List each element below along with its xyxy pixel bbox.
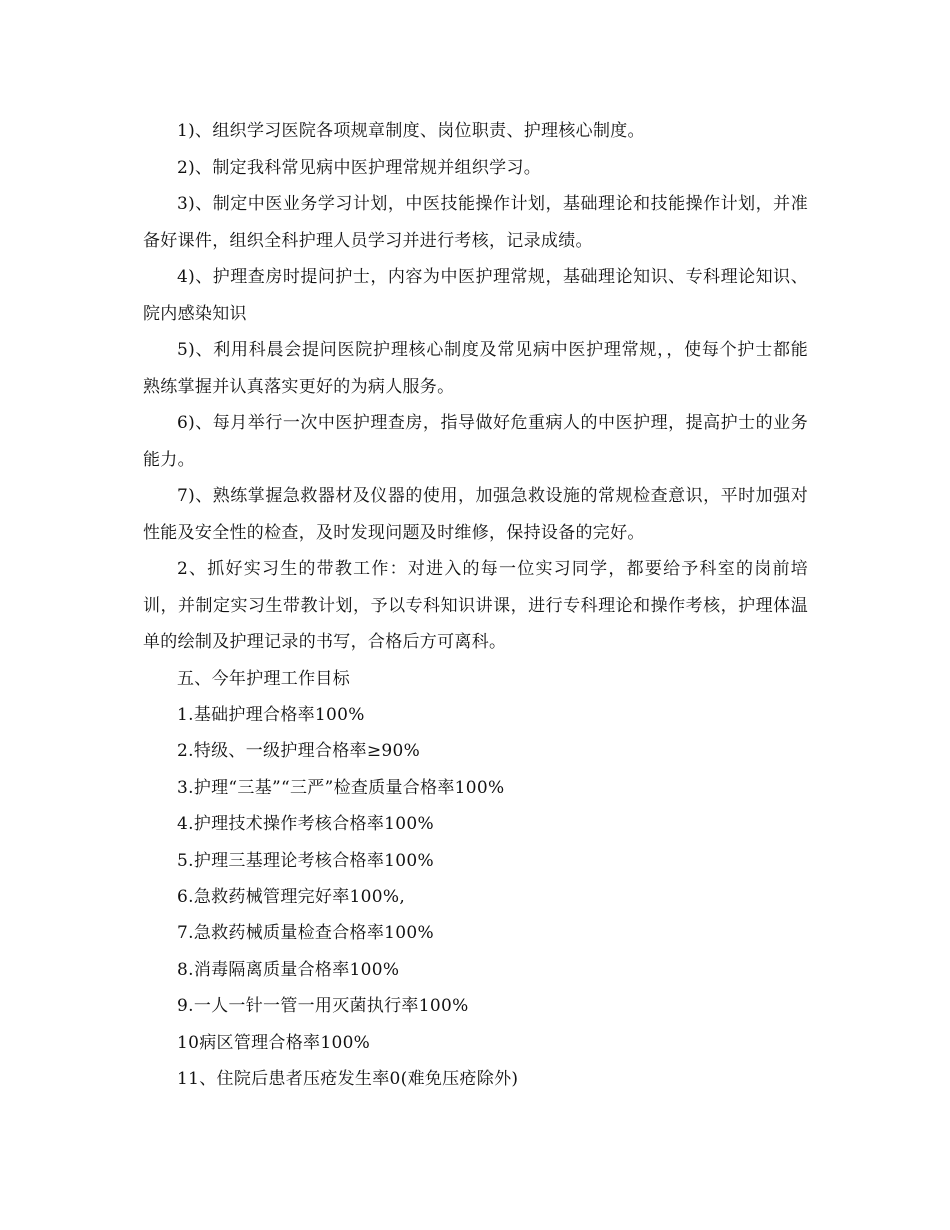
goal-item: 3.护理“三基”“三严”检查质量合格率100%	[177, 777, 505, 798]
goal-item: 1.基础护理合格率100%	[177, 704, 365, 725]
paragraph-item-3: 3)、制定中医业务学习计划，中医技能操作计划，基础理论和技能操作计划，并准备好课件，组织全科护理人员学习并进行考核，记录成绩。	[143, 194, 808, 251]
goal-item: 4.护理技术操作考核合格率100%	[177, 814, 434, 835]
paragraph-item-7: 7)、熟练掌握急救器材及仪器的使用，加强急救设施的常规检查意识，平时加强对性能及安全性的检查，及时发现问题及时维修，保持设备的完好。	[143, 486, 808, 543]
paragraph-teaching: 2、抓好实习生的带教工作：对进入的每一位实习同学，都要给予科室的岗前培训，并制定实习生带教计划，予以专科知识讲课，进行专科理论和操作考核，护理体温单的绘制及护理记录的书写，合格后方可离科。	[143, 559, 808, 652]
goal-item: 7.急救药械质量检查合格率100%	[177, 923, 434, 944]
goal-item: 8.消毒隔离质量合格率100%	[177, 959, 400, 980]
paragraph-item-2: 2)、制定我科常见病中医护理常规并组织学习。	[177, 157, 542, 178]
paragraph-item-5: 5)、利用科晨会提问医院护理核心制度及常见病中医护理常规，，使每个护士都能熟练掌握并认真落实更好的为病人服务。	[143, 340, 808, 397]
goal-item: 9.一人一针一管一用灭菌执行率100%	[177, 996, 469, 1017]
goal-item: 11、住院后患者压疮发生率0(难免压疮除外)	[177, 1068, 519, 1089]
section-heading: 五、今年护理工作目标	[177, 668, 350, 689]
paragraph-item-4: 4)、护理查房时提问护士，内容为中医护理常规，基础理论知识、专科理论知识、院内感染知识	[143, 267, 808, 324]
goal-item: 10病区管理合格率100%	[177, 1032, 371, 1053]
document-body	[143, 113, 808, 1097]
goal-item: 6.急救药械管理完好率100%,	[177, 886, 406, 907]
paragraph-item-6: 6)、每月举行一次中医护理查房，指导做好危重病人的中医护理，提高护士的业务能力。	[143, 413, 808, 470]
goal-item: 5.护理三基理论考核合格率100%	[177, 850, 434, 871]
goal-item: 2.特级、一级护理合格率≥90%	[177, 741, 421, 762]
paragraph-item-1: 1)、组织学习医院各项规章制度、岗位职责、护理核心制度。	[177, 121, 645, 141]
